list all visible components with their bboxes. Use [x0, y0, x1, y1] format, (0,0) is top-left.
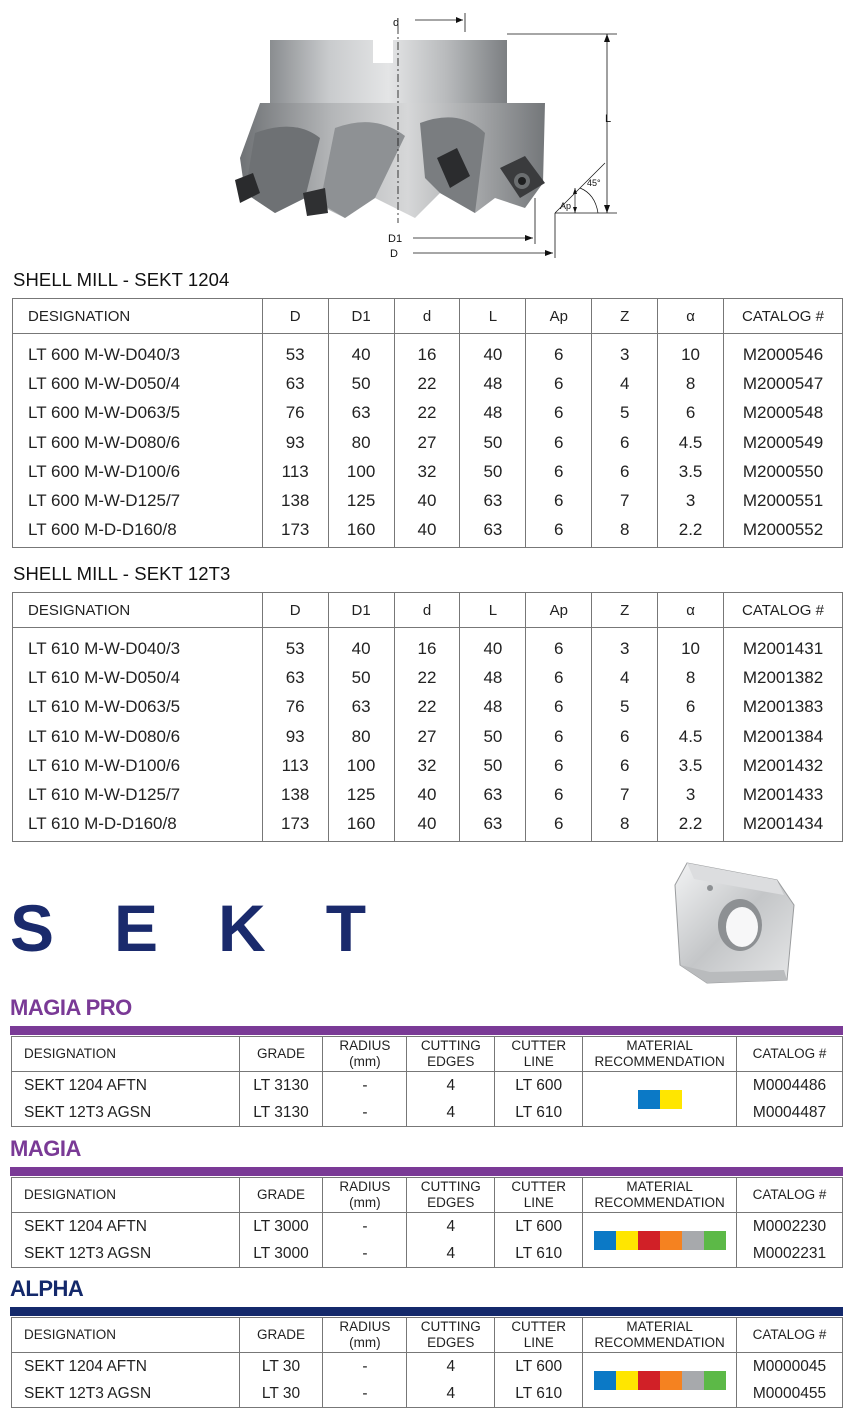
table-cell: 50 — [328, 663, 394, 692]
shell-mill-1204-table — [12, 298, 843, 548]
table-cell: 3 — [658, 780, 724, 809]
table-cell: 2.2 — [658, 810, 724, 842]
table-cell: M0004487 — [737, 1099, 843, 1127]
table-cell: M2001432 — [724, 751, 843, 780]
table-cell: M0000455 — [737, 1380, 843, 1408]
material-swatch — [638, 1090, 660, 1109]
table-cell: 6 — [658, 693, 724, 722]
table-row — [13, 628, 843, 664]
table-cell: LT 600 M-W-D050/4 — [13, 369, 263, 398]
shell-mill-12t3-table — [12, 592, 843, 842]
table-cell: 6 — [526, 486, 592, 515]
table-cell: 6 — [526, 693, 592, 722]
table-cell: M2000549 — [724, 428, 843, 457]
table-cell: - — [323, 1213, 407, 1241]
table-row — [13, 810, 843, 842]
table-cell: 6 — [526, 628, 592, 664]
table-cell: 32 — [394, 751, 460, 780]
column-header: CUTTING EDGES — [407, 1037, 495, 1072]
column-header: CATALOG # — [724, 593, 843, 628]
table-cell: SEKT 1204 AFTN — [12, 1213, 240, 1241]
table-cell: 125 — [328, 780, 394, 809]
table-cell: 50 — [460, 457, 526, 486]
table-cell: 48 — [460, 663, 526, 692]
table-cell: LT 600 M-D-D160/8 — [13, 516, 263, 548]
table-cell: LT 610 — [495, 1240, 583, 1268]
column-header: Z — [592, 593, 658, 628]
table-cell: M2001382 — [724, 663, 843, 692]
table-cell: 50 — [328, 369, 394, 398]
table-cell: 8 — [658, 663, 724, 692]
table-cell: 8 — [592, 516, 658, 548]
column-header: RADIUS (mm) — [323, 1318, 407, 1353]
table-cell: 27 — [394, 428, 460, 457]
table-cell: 113 — [262, 457, 328, 486]
table-row — [13, 516, 843, 548]
material-swatch — [660, 1090, 682, 1109]
material-swatch — [704, 1231, 726, 1250]
table-cell: 22 — [394, 693, 460, 722]
table-cell: 6 — [526, 516, 592, 548]
column-header: GRADE — [239, 1318, 323, 1353]
table-row — [12, 1213, 843, 1241]
table-cell: 3.5 — [658, 751, 724, 780]
table-cell: 40 — [460, 628, 526, 664]
table-cell: M2001433 — [724, 780, 843, 809]
table-cell: 40 — [394, 516, 460, 548]
table-cell: LT 610 — [495, 1380, 583, 1408]
table-cell: 76 — [262, 399, 328, 428]
insert-grade-table — [11, 1177, 843, 1268]
table-cell: 6 — [592, 457, 658, 486]
table-cell: SEKT 12T3 AGSN — [12, 1240, 240, 1268]
table-row — [13, 428, 843, 457]
brand-title: MAGIA PRO — [10, 995, 132, 1020]
table-cell: M2000546 — [724, 334, 843, 370]
column-header: DESIGNATION — [12, 1178, 240, 1213]
table-cell: 4.5 — [658, 722, 724, 751]
column-header: RADIUS (mm) — [323, 1178, 407, 1213]
dim-L-label: L — [605, 113, 612, 125]
table-cell: M2001434 — [724, 810, 843, 842]
column-header: CATALOG # — [737, 1178, 843, 1213]
table-cell: 4.5 — [658, 428, 724, 457]
column-header: d — [394, 299, 460, 334]
table-cell: - — [323, 1099, 407, 1127]
table-row — [12, 1072, 843, 1100]
column-header: RADIUS (mm) — [323, 1037, 407, 1072]
table-cell: 48 — [460, 369, 526, 398]
table-cell: 53 — [262, 628, 328, 664]
table-cell: LT 610 M-W-D050/4 — [13, 663, 263, 692]
column-header: MATERIAL RECOMMENDATION — [583, 1178, 737, 1213]
column-header: DESIGNATION — [12, 1037, 240, 1072]
table-cell: 6 — [526, 457, 592, 486]
table-cell: 138 — [262, 780, 328, 809]
table-cell: 160 — [328, 810, 394, 842]
table-cell: 4 — [407, 1213, 495, 1241]
table-cell: 32 — [394, 457, 460, 486]
table-cell: 160 — [328, 516, 394, 548]
table-cell: 93 — [262, 722, 328, 751]
table-cell: LT 600 M-W-D100/6 — [13, 457, 263, 486]
table-cell: SEKT 1204 AFTN — [12, 1353, 240, 1381]
column-header: DESIGNATION — [13, 593, 263, 628]
table-cell: 6 — [526, 369, 592, 398]
column-header: Ap — [526, 299, 592, 334]
table-row — [13, 369, 843, 398]
table-cell: 48 — [460, 399, 526, 428]
column-header: GRADE — [239, 1037, 323, 1072]
table-cell: M0000045 — [737, 1353, 843, 1381]
table-cell: LT 3000 — [239, 1240, 323, 1268]
material-swatch — [616, 1231, 638, 1250]
table-cell: 63 — [262, 663, 328, 692]
table-cell: 3 — [592, 334, 658, 370]
table-cell: 63 — [328, 693, 394, 722]
column-header: D — [262, 593, 328, 628]
table-cell: 6 — [526, 810, 592, 842]
column-header: L — [460, 299, 526, 334]
table2-title: SHELL MILL - SEKT 12T3 — [13, 563, 231, 584]
brand-bar — [10, 1026, 843, 1035]
table-cell: LT 610 M-W-D125/7 — [13, 780, 263, 809]
table-cell: 3 — [658, 486, 724, 515]
table-cell: M2000548 — [724, 399, 843, 428]
column-header: α — [658, 299, 724, 334]
shell-mill-drawing — [225, 8, 625, 263]
table-cell: LT 3130 — [239, 1099, 323, 1127]
column-header: d — [394, 593, 460, 628]
table-cell: 80 — [328, 428, 394, 457]
table-cell: M2000550 — [724, 457, 843, 486]
table-cell: 6 — [526, 428, 592, 457]
table-cell: LT 30 — [239, 1380, 323, 1408]
table-cell: 173 — [262, 516, 328, 548]
table-cell: 3 — [592, 628, 658, 664]
dim-D-label: D — [390, 248, 398, 260]
column-header: Ap — [526, 593, 592, 628]
table-cell: 63 — [460, 486, 526, 515]
table-cell: 173 — [262, 810, 328, 842]
table-cell: 63 — [328, 399, 394, 428]
table-cell: LT 600 — [495, 1353, 583, 1381]
table-cell: 40 — [460, 334, 526, 370]
table-cell: 22 — [394, 369, 460, 398]
table-cell: 48 — [460, 693, 526, 722]
table-row — [12, 1353, 843, 1381]
column-header: D — [262, 299, 328, 334]
table-cell: 6 — [526, 722, 592, 751]
brand-title: MAGIA — [10, 1136, 81, 1161]
column-header: GRADE — [239, 1178, 323, 1213]
column-header: DESIGNATION — [13, 299, 263, 334]
table-cell: 50 — [460, 722, 526, 751]
table-cell: 63 — [460, 780, 526, 809]
column-header: DESIGNATION — [12, 1318, 240, 1353]
table-cell: 3.5 — [658, 457, 724, 486]
table-cell: M0002230 — [737, 1213, 843, 1241]
table-cell: M2001383 — [724, 693, 843, 722]
table-cell: 63 — [460, 516, 526, 548]
table-row — [13, 399, 843, 428]
table-header-row — [13, 299, 843, 334]
brand-bar — [10, 1307, 843, 1316]
material-swatch — [660, 1231, 682, 1250]
table-cell: 40 — [328, 334, 394, 370]
table-cell: 2.2 — [658, 516, 724, 548]
table-cell: LT 600 — [495, 1072, 583, 1100]
table-row — [13, 693, 843, 722]
table-row — [13, 663, 843, 692]
table-cell: LT 610 — [495, 1099, 583, 1127]
material-swatch — [616, 1371, 638, 1390]
dim-d-label: d — [393, 17, 400, 29]
material-recommendation — [583, 1213, 737, 1268]
table-cell: 40 — [394, 810, 460, 842]
table-cell: M2000547 — [724, 369, 843, 398]
column-header: CATALOG # — [724, 299, 843, 334]
table-cell: 50 — [460, 751, 526, 780]
material-swatch — [594, 1231, 616, 1250]
table-cell: LT 30 — [239, 1353, 323, 1381]
table-cell: 125 — [328, 486, 394, 515]
table-cell: LT 610 M-W-D040/3 — [13, 628, 263, 664]
table-cell: 113 — [262, 751, 328, 780]
table-cell: 8 — [658, 369, 724, 398]
table-cell: 6 — [592, 428, 658, 457]
table-cell: 63 — [460, 810, 526, 842]
table-cell: 10 — [658, 334, 724, 370]
table-row — [13, 751, 843, 780]
column-header: CUTTING EDGES — [407, 1318, 495, 1353]
table-cell: LT 610 M-W-D080/6 — [13, 722, 263, 751]
column-header: CATALOG # — [737, 1037, 843, 1072]
table-cell: M2001384 — [724, 722, 843, 751]
table-cell: 4 — [592, 369, 658, 398]
table-cell: 5 — [592, 693, 658, 722]
table-cell: 40 — [394, 486, 460, 515]
column-header: MATERIAL RECOMMENDATION — [583, 1037, 737, 1072]
table-row — [13, 457, 843, 486]
table-cell: 4 — [407, 1353, 495, 1381]
table-cell: 76 — [262, 693, 328, 722]
table-cell: 7 — [592, 780, 658, 809]
table-cell: 4 — [407, 1380, 495, 1408]
table-cell: - — [323, 1072, 407, 1100]
table-cell: 4 — [407, 1240, 495, 1268]
dim-ap-label: Ap — [560, 201, 572, 211]
table-cell: M2000552 — [724, 516, 843, 548]
column-header: CUTTER LINE — [495, 1178, 583, 1213]
table-cell: SEKT 12T3 AGSN — [12, 1099, 240, 1127]
table-cell: 16 — [394, 334, 460, 370]
table-cell: LT 3130 — [239, 1072, 323, 1100]
sekt-title: SEKT — [10, 891, 427, 965]
column-header: L — [460, 593, 526, 628]
material-recommendation — [583, 1353, 737, 1408]
table-cell: 6 — [526, 751, 592, 780]
table-cell: SEKT 12T3 AGSN — [12, 1380, 240, 1408]
material-swatch — [594, 1371, 616, 1390]
table-cell: LT 3000 — [239, 1213, 323, 1241]
material-recommendation — [583, 1072, 737, 1127]
dim-angle-label: 45° — [587, 178, 601, 188]
table-cell: LT 610 M-D-D160/8 — [13, 810, 263, 842]
table-cell: M0002231 — [737, 1240, 843, 1268]
column-header: α — [658, 593, 724, 628]
insert-grade-table — [11, 1317, 843, 1408]
table-cell: 27 — [394, 722, 460, 751]
table-cell: 50 — [460, 428, 526, 457]
table-cell: 4 — [592, 663, 658, 692]
table-row — [13, 486, 843, 515]
table-cell: 7 — [592, 486, 658, 515]
material-swatch — [638, 1231, 660, 1250]
table-cell: M2000551 — [724, 486, 843, 515]
table-cell: 6 — [526, 334, 592, 370]
column-header: CUTTING EDGES — [407, 1178, 495, 1213]
material-swatch — [660, 1371, 682, 1390]
column-header: CUTTER LINE — [495, 1037, 583, 1072]
material-swatch — [638, 1371, 660, 1390]
table-cell: 4 — [407, 1099, 495, 1127]
insert-image — [672, 855, 797, 987]
table-cell: - — [323, 1353, 407, 1381]
table-cell: 100 — [328, 751, 394, 780]
table1-title: SHELL MILL - SEKT 1204 — [13, 269, 230, 290]
table-cell: 80 — [328, 722, 394, 751]
table-cell: 6 — [526, 399, 592, 428]
table-cell: M0004486 — [737, 1072, 843, 1100]
table-cell: 63 — [262, 369, 328, 398]
table-row — [13, 780, 843, 809]
table-cell: LT 600 M-W-D080/6 — [13, 428, 263, 457]
table-cell: LT 600 — [495, 1213, 583, 1241]
brand-title: ALPHA — [10, 1276, 84, 1301]
table-cell: 40 — [394, 780, 460, 809]
table-cell: 6 — [658, 399, 724, 428]
table-row — [13, 722, 843, 751]
column-header: Z — [592, 299, 658, 334]
table-cell: SEKT 1204 AFTN — [12, 1072, 240, 1100]
table-cell: 6 — [526, 663, 592, 692]
column-header: CUTTER LINE — [495, 1318, 583, 1353]
table-cell: LT 600 M-W-D063/5 — [13, 399, 263, 428]
table-cell: 16 — [394, 628, 460, 664]
table-cell: 5 — [592, 399, 658, 428]
table-cell: LT 600 M-W-D125/7 — [13, 486, 263, 515]
dim-D1-label: D1 — [388, 233, 403, 245]
table-cell: LT 610 M-W-D100/6 — [13, 751, 263, 780]
column-header: CATALOG # — [737, 1318, 843, 1353]
table-cell: 40 — [328, 628, 394, 664]
table-cell: 93 — [262, 428, 328, 457]
brand-bar — [10, 1167, 843, 1176]
table-cell: LT 600 M-W-D040/3 — [13, 334, 263, 370]
table-cell: 100 — [328, 457, 394, 486]
table-cell: 8 — [592, 810, 658, 842]
table-cell: 53 — [262, 334, 328, 370]
table-cell: M2001431 — [724, 628, 843, 664]
table-header-row — [13, 593, 843, 628]
material-swatch — [704, 1371, 726, 1390]
table-row — [13, 334, 843, 370]
table-cell: 6 — [592, 751, 658, 780]
insert-grade-table — [11, 1036, 843, 1127]
material-swatch — [682, 1371, 704, 1390]
table-cell: 138 — [262, 486, 328, 515]
table-cell: 22 — [394, 663, 460, 692]
material-swatch — [682, 1231, 704, 1250]
table-cell: 6 — [526, 780, 592, 809]
column-header: D1 — [328, 593, 394, 628]
table-cell: 10 — [658, 628, 724, 664]
column-header: D1 — [328, 299, 394, 334]
table-cell: 22 — [394, 399, 460, 428]
table-cell: - — [323, 1380, 407, 1408]
table-cell: LT 610 M-W-D063/5 — [13, 693, 263, 722]
table-cell: 4 — [407, 1072, 495, 1100]
column-header: MATERIAL RECOMMENDATION — [583, 1318, 737, 1353]
table-cell: - — [323, 1240, 407, 1268]
table-cell: 6 — [592, 722, 658, 751]
